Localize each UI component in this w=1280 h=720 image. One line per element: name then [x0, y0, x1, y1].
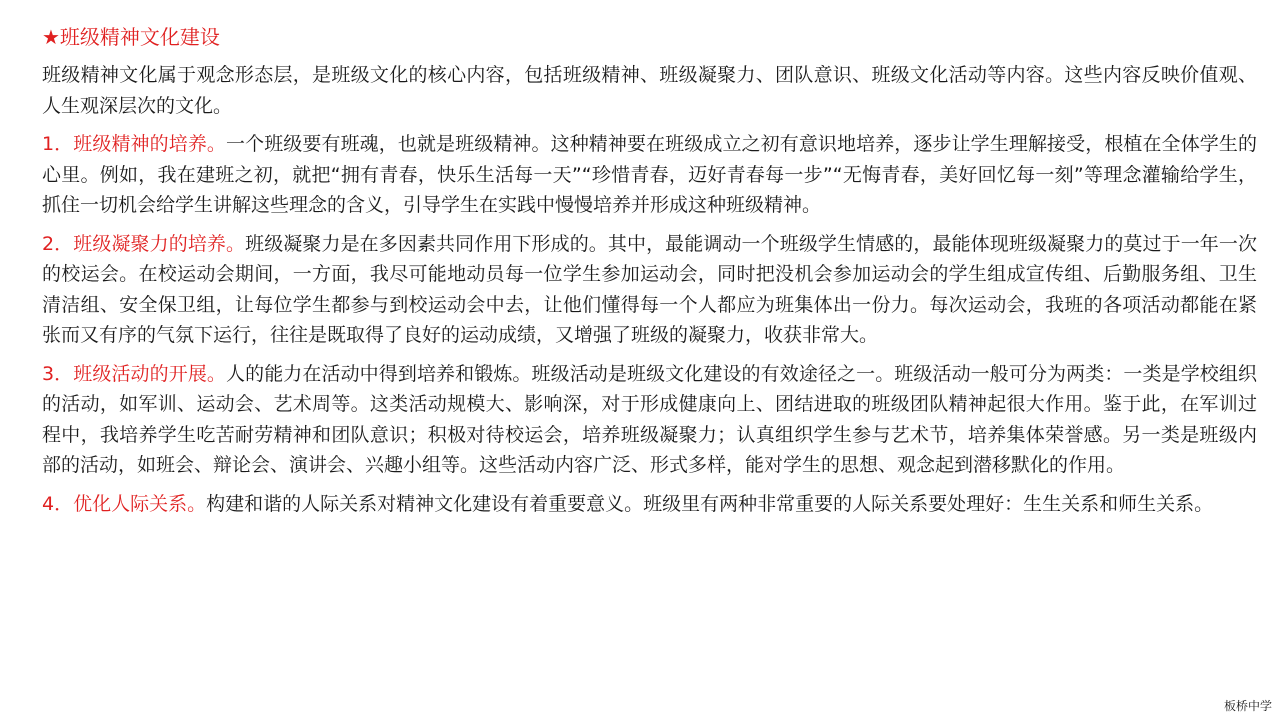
- section-heading-3: 3．班级活动的开展。: [42, 362, 227, 385]
- section-heading-2: 2．班级凝聚力的培养。: [42, 232, 246, 255]
- section-paragraph-4: [42, 489, 1257, 520]
- section-paragraph-3: [42, 359, 1257, 481]
- section-paragraph-1: [42, 129, 1257, 221]
- section-body-4: 构建和谐的人际关系对精神文化建设有着重要意义。班级里有两种非常重要的人际关系要处理好：生生关系和师生关系。: [206, 492, 1214, 515]
- footer-school-name: 板桥中学: [1223, 699, 1272, 713]
- section-heading-4: 4．优化人际关系。: [42, 492, 207, 515]
- section-body-1: 一个班级要有班魂，也就是班级精神。这种精神要在班级成立之初有意识地培养，逐步让学生理解接受，根植在全体学生的心里。例如，我在建班之初，就把“拥有青春，快乐生活每一天”“珍惜青春，迈好青春每一步”“无悔青春，美好回忆每一刻”等理念灌输给学生，抓住一切机会给学生讲解这些理念的含义，引导学生在实践中慢慢培养并形成这种班级精神。: [42, 133, 1257, 216]
- slide-title: ★班级精神文化建设: [42, 25, 220, 49]
- section-heading-1: 1．班级精神的培养。: [42, 133, 227, 155]
- section-paragraph-2: [42, 229, 1257, 351]
- intro-paragraph: 班级精神文化属于观念形态层，是班级文化的核心内容，包括班级精神、班级凝聚力、团队意识、班级文化活动等内容。这些内容反映价值观、人生观深层次的文化。: [42, 64, 1257, 117]
- section-body-3: 人的能力在活动中得到培养和锻炼。班级活动是班级文化建设的有效途径之一。班级活动一般可分为两类：一类是学校组织的活动，如军训、运动会、艺术周等。这类活动规模大、影响深，对于形成健康向上、团结进取的班级团队精神起很大作用。鉴于此，在军训过程中，我培养学生吃苦耐劳精神和团队意识；积极对待校运会，培养班级凝聚力；认真组织学生参与艺术节，培养集体荣誉感。另一类是班级内部的活动，如班会、辩论会、演讲会、兴趣小组等。这些活动内容广泛、形式多样，能对学生的思想、观念起到潜移默化的作用。: [42, 362, 1257, 476]
- slide-content: [42, 22, 1257, 527]
- section-body-2: 班级凝聚力是在多因素共同作用下形成的。其中，最能调动一个班级学生情感的，最能体现班级凝聚力的莫过于一年一次的校运会。在校运动会期间，一方面，我尽可能地动员每一位学生参加运动会，同时把没机会参加运动会的学生组成宣传组、后勤服务组、卫生清洁组、安全保卫组，让每位学生都参与到校运动会中去，让他们懂得每一个人都应为班集体出一份力。每次运动会，我班的各项活动都能在紧张而又有序的气氛下运行，往往是既取得了良好的运动成绩，又增强了班级的凝聚力，收获非常大。: [42, 232, 1257, 346]
